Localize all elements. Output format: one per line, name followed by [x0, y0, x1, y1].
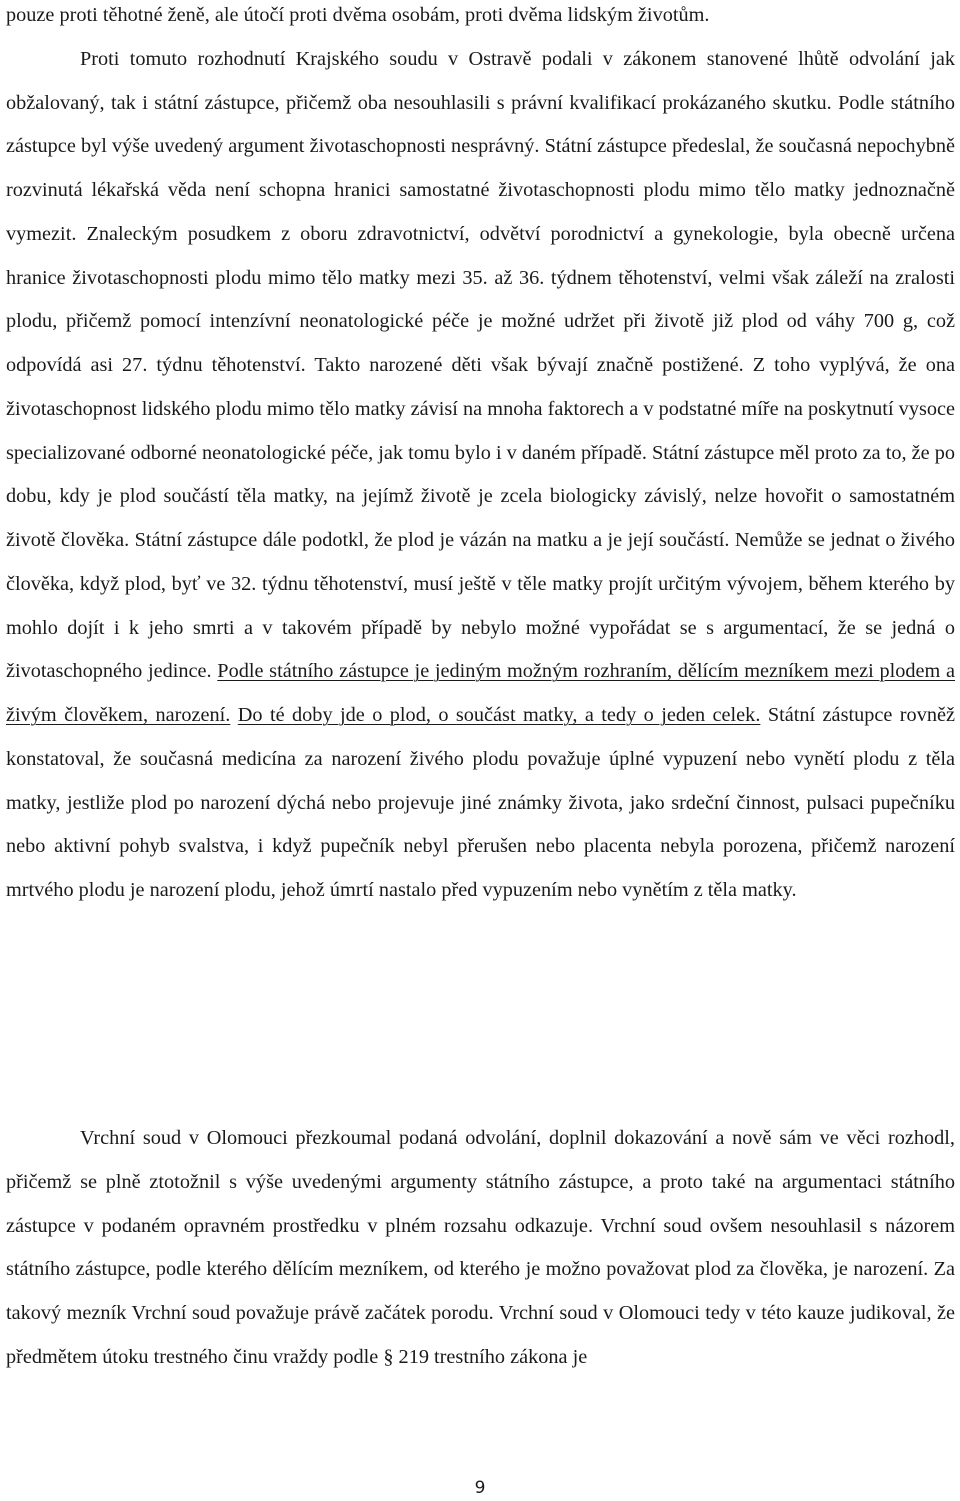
paragraph-block-bottom: [6, 1117, 955, 1380]
paragraph-appeal: [6, 38, 955, 913]
page-number: 9: [474, 1478, 486, 1498]
paragraph-court-decision: Vrchní soud v Olomouci přezkoumal podaná odvolání, doplnil dokazování a nově sám ve věci rozhodl, přičemž se plně ztotožnil s výše uvedenými argumenty státního zástupce, a proto také na argumentaci státního zástupce v podaném opravném prostředku v plném rozsahu odkazuje. Vrchní soud ovšem nesouhlasil s názorem státního zástupce, podle kterého dělícím mezníkem, od kterého je možno považovat plod za člověka, je narození. Za takový mezník Vrchní soud považuje právě začátek porodu. Vrchní soud v Olomouci tedy v této kauze judikoval, že předmětem útoku trestného činu vraždy podle § 219 trestního zákona je: [6, 1127, 955, 1368]
appeal-text: Proti tomuto rozhodnutí Krajského soudu v Ostravě podali v zákonem stanovené lhůtě odvolání jak obžalovaný, tak i státní zástupce, přičemž oba nesouhlasili s právní kvalifikací prokázaného skutku. Podle státního zástupce byl výše uvedený argument životaschopnosti nesprávný. Státní zástupce předeslal, že současná nepochybně rozvinutá lékařská věda není schopna hranici samostatné životaschopnosti plodu mimo tělo matky jednoznačně vymezit. Znaleckým posudkem z oboru zdravotnictví, odvětví porodnictví a gynekologie, byla obecně určena hranice životaschopnosti plodu mimo tělo matky mezi 35. až 36. týdnem těhotenství, velmi však záleží na zralosti plodu, přičemž pomocí intenzívní neonatologické péče je možné udržet při životě již plod od váhy 700 g, což odpovídá asi 27. týdnu těhotenství. Takto narozené děti však bývají značně postižené. Z toho vyplývá, že ona životaschopnost lidského plodu mimo tělo matky závisí na mnoha faktorech a v podstatné míře na poskytnutí vysoce specializované odborné neonatologické péče, jak tomu bylo i v daném případě. Státní zástupce měl proto za to, že po dobu, kdy je plod součástí těla matky, na jejímž životě je zcela biologicky závislý, nelze hovořit o samostatném životě člověka. Státní zástupce dále podotkl, že plod je vázán na matku a je její součástí. Nemůže se jednat o živého člověka, když plod, byť ve 32. týdnu těhotenství, musí ještě v těle matky projít určitým vývojem, během kterého by mohlo dojít i k jeho smrti a v takovém případě by nebylo možné vypořádat se s argumentací, že se jedná o životaschopného jedince.: [6, 47, 955, 683]
paragraph-continuation: [6, 0, 955, 38]
continuation-line: pouze proti těhotné ženě, ale útočí proti dvěma osobám, proti dvěma lidským životům.: [6, 4, 710, 26]
appeal-text-end: Státní zástupce rovněž konstatoval, že současná medicína za narození živého plodu považuje úplné vypuzení nebo vynětí plodu z těla matky, jestliže plod po narození dýchá nebo projevuje jiné známky života, jako srdeční činnost, pulsaci pupečníku nebo aktivní pohyb svalstva, i když pupečník nebyl přerušen nebo placenta nebyla porozena, přičemž narození mrtvého plodu je narození plodu, jehož úmrtí nastalo před vypuzením nebo vynětím z těla matky.: [6, 704, 955, 901]
paragraph-block-top: [6, 0, 955, 913]
underlined-sentence-2: Do té doby jde o plod, o součást matky, a tedy o jeden celek.: [237, 704, 761, 726]
underlined-sentence-1: Podle státního zástupce je jediným možným rozhraním, dělícím mezníkem mezi plodem a živým člověkem, narození.: [6, 660, 956, 726]
